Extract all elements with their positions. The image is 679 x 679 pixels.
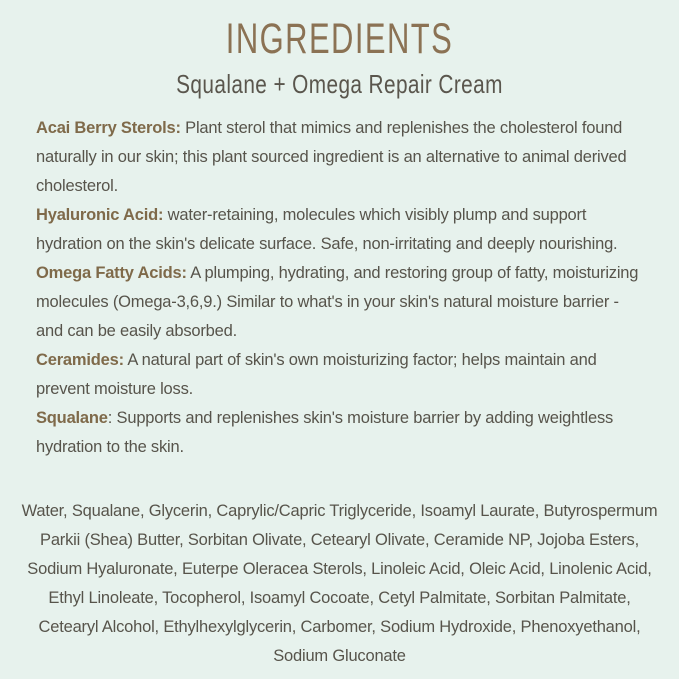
ingredient-description-text: water-retaining, molecules which visibly plump and support hydration on the skin's delicate surface. Safe, non-irritating and deeply nourishing. (36, 206, 618, 253)
ingredient-term: Acai Berry Sterols: (36, 119, 181, 137)
ingredient-descriptions (0, 114, 679, 462)
description-ceramides (36, 346, 643, 404)
ingredient-description-text: A plumping, hydrating, and restoring group of fatty, moisturizing molecules (Omega-3,6,9.) Similar to what's in your skin's natural moisture barrier - and can be easily absorbed. (36, 264, 639, 340)
ingredient-description-text: A natural part of skin's own moisturizing factor; helps maintain and prevent moisture loss. (36, 351, 597, 398)
ingredient-description-text: : Supports and replenishes skin's moisture barrier by adding weightless hydration to the skin. (36, 409, 614, 456)
description-omega-fatty-acids (36, 259, 643, 346)
ingredient-term: Hyaluronic Acid: (36, 206, 164, 224)
full-ingredient-list: Water, Squalane, Glycerin, Caprylic/Capric Triglyceride, Isoamyl Laurate, Butyrospermum Parkii (Shea) Butter, Sorbitan Olivate, Cetearyl Olivate, Ceramide NP, Jojoba Esters, Sodium Hyaluronate, Euterpe Oleracea Sterols, Linoleic Acid, Oleic Acid, Linolenic Acid, Ethyl Linoleate, Tocopherol, Isoamyl Cocoate, Cetyl Palmitate, Sorbitan Palmitate, Cetearyl Alcohol, Ethylhexylglycerin, Carbomer, Sodium Hydroxide, Phenoxyethanol, Sodium Gluconate (21, 502, 658, 665)
ingredient-term: Omega Fatty Acids: (36, 264, 187, 282)
description-squalane (36, 404, 643, 462)
description-acai-berry-sterols (36, 114, 643, 201)
description-hyaluronic-acid (36, 201, 643, 259)
ingredient-term: Ceramides: (36, 351, 124, 369)
page-title: INGREDIENTS (225, 15, 454, 63)
ingredient-term: Squalane (36, 409, 108, 427)
product-name-subtitle: Squalane + Omega Repair Cream (176, 69, 503, 99)
ingredient-description-text: Plant sterol that mimics and replenishes the cholesterol found naturally in our skin; this plant sourced ingredient is an alternative to animal derived cholesterol. (36, 119, 627, 195)
